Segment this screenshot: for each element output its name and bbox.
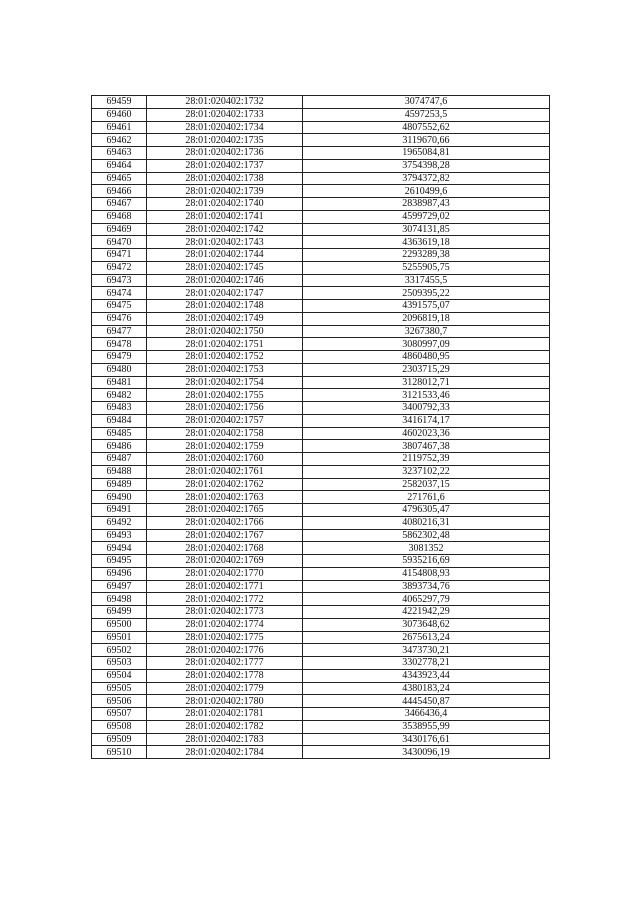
- cadastral-number-cell: 28:01:020402:1765: [147, 504, 303, 517]
- table-row: [92, 555, 550, 568]
- value-cell: 4599729,02: [303, 210, 550, 223]
- row-number-cell: 69488: [92, 465, 147, 478]
- value-cell: 2582037,15: [303, 478, 550, 491]
- row-number-cell: 69477: [92, 325, 147, 338]
- table-row: [92, 682, 550, 695]
- table-row: [92, 618, 550, 631]
- table-row: [92, 427, 550, 440]
- cadastral-number-cell: 28:01:020402:1736: [147, 147, 303, 160]
- row-number-cell: 69470: [92, 236, 147, 249]
- value-cell: 3754398,28: [303, 159, 550, 172]
- cadastral-number-cell: 28:01:020402:1758: [147, 427, 303, 440]
- table-row: [92, 402, 550, 415]
- table-row: [92, 465, 550, 478]
- table-row: [92, 210, 550, 223]
- cadastral-number-cell: 28:01:020402:1761: [147, 465, 303, 478]
- cadastral-number-cell: 28:01:020402:1743: [147, 236, 303, 249]
- cadastral-number-cell: 28:01:020402:1766: [147, 516, 303, 529]
- row-number-cell: 69459: [92, 96, 147, 109]
- cadastral-number-cell: 28:01:020402:1751: [147, 338, 303, 351]
- cadastral-number-cell: 28:01:020402:1738: [147, 172, 303, 185]
- value-cell: 3400792,33: [303, 402, 550, 415]
- row-number-cell: 69479: [92, 351, 147, 364]
- row-number-cell: 69501: [92, 631, 147, 644]
- table-row: [92, 669, 550, 682]
- cadastral-number-cell: 28:01:020402:1783: [147, 733, 303, 746]
- row-number-cell: 69461: [92, 121, 147, 134]
- value-cell: 4154808,93: [303, 567, 550, 580]
- cadastral-number-cell: 28:01:020402:1759: [147, 440, 303, 453]
- cadastral-number-cell: 28:01:020402:1779: [147, 682, 303, 695]
- row-number-cell: 69483: [92, 402, 147, 415]
- cadastral-number-cell: 28:01:020402:1770: [147, 567, 303, 580]
- value-cell: 4597253,5: [303, 108, 550, 121]
- row-number-cell: 69499: [92, 606, 147, 619]
- value-cell: 3119670,66: [303, 134, 550, 147]
- value-cell: 2838987,43: [303, 198, 550, 211]
- cadastral-number-cell: 28:01:020402:1742: [147, 223, 303, 236]
- cadastral-number-cell: 28:01:020402:1775: [147, 631, 303, 644]
- value-cell: 2119752,39: [303, 453, 550, 466]
- value-cell: 4343923,44: [303, 669, 550, 682]
- row-number-cell: 69463: [92, 147, 147, 160]
- value-cell: 2675613,24: [303, 631, 550, 644]
- row-number-cell: 69496: [92, 567, 147, 580]
- value-cell: 271761,6: [303, 491, 550, 504]
- row-number-cell: 69475: [92, 300, 147, 313]
- cadastral-number-cell: 28:01:020402:1746: [147, 274, 303, 287]
- cadastral-number-cell: 28:01:020402:1777: [147, 657, 303, 670]
- table-row: [92, 134, 550, 147]
- table-row: [92, 185, 550, 198]
- table-row: [92, 389, 550, 402]
- value-cell: 3080997,09: [303, 338, 550, 351]
- cadastral-number-cell: 28:01:020402:1733: [147, 108, 303, 121]
- table-row: [92, 593, 550, 606]
- cadastral-number-cell: 28:01:020402:1744: [147, 249, 303, 262]
- table-row: [92, 159, 550, 172]
- value-cell: 3317455,5: [303, 274, 550, 287]
- row-number-cell: 69490: [92, 491, 147, 504]
- table-row: [92, 440, 550, 453]
- table-row: [92, 363, 550, 376]
- row-number-cell: 69464: [92, 159, 147, 172]
- cadastral-number-cell: 28:01:020402:1771: [147, 580, 303, 593]
- row-number-cell: 69468: [92, 210, 147, 223]
- value-cell: 4391575,07: [303, 300, 550, 313]
- row-number-cell: 69465: [92, 172, 147, 185]
- value-cell: 3267380,7: [303, 325, 550, 338]
- table-row: [92, 746, 550, 759]
- value-cell: 4363619,18: [303, 236, 550, 249]
- cadastral-number-cell: 28:01:020402:1768: [147, 542, 303, 555]
- row-number-cell: 69495: [92, 555, 147, 568]
- value-cell: 4080216,31: [303, 516, 550, 529]
- table-row: [92, 695, 550, 708]
- value-cell: 4221942,29: [303, 606, 550, 619]
- table-row: [92, 657, 550, 670]
- cadastral-number-cell: 28:01:020402:1757: [147, 414, 303, 427]
- cadastral-number-cell: 28:01:020402:1749: [147, 312, 303, 325]
- row-number-cell: 69474: [92, 287, 147, 300]
- table-row: [92, 720, 550, 733]
- table-row: [92, 274, 550, 287]
- row-number-cell: 69493: [92, 529, 147, 542]
- table-row: [92, 249, 550, 262]
- row-number-cell: 69480: [92, 363, 147, 376]
- cadastral-number-cell: 28:01:020402:1763: [147, 491, 303, 504]
- cadastral-number-cell: 28:01:020402:1753: [147, 363, 303, 376]
- table-row: [92, 529, 550, 542]
- row-number-cell: 69466: [92, 185, 147, 198]
- cadastral-number-cell: 28:01:020402:1784: [147, 746, 303, 759]
- cadastral-number-cell: 28:01:020402:1760: [147, 453, 303, 466]
- row-number-cell: 69484: [92, 414, 147, 427]
- row-number-cell: 69507: [92, 708, 147, 721]
- table-row: [92, 414, 550, 427]
- row-number-cell: 69491: [92, 504, 147, 517]
- value-cell: 3121533,46: [303, 389, 550, 402]
- table-row: [92, 504, 550, 517]
- table-row: [92, 312, 550, 325]
- row-number-cell: 69508: [92, 720, 147, 733]
- cadastral-number-cell: 28:01:020402:1752: [147, 351, 303, 364]
- cadastral-number-cell: 28:01:020402:1732: [147, 96, 303, 109]
- value-cell: 4602023,36: [303, 427, 550, 440]
- value-cell: 3538955,99: [303, 720, 550, 733]
- cadastral-number-cell: 28:01:020402:1782: [147, 720, 303, 733]
- value-cell: 3807467,38: [303, 440, 550, 453]
- value-cell: 3302778,21: [303, 657, 550, 670]
- cadastral-number-cell: 28:01:020402:1737: [147, 159, 303, 172]
- cadastral-number-cell: 28:01:020402:1748: [147, 300, 303, 313]
- table-row: [92, 325, 550, 338]
- row-number-cell: 69497: [92, 580, 147, 593]
- cadastral-number-cell: 28:01:020402:1755: [147, 389, 303, 402]
- value-cell: 3430176,61: [303, 733, 550, 746]
- value-cell: 3416174,17: [303, 414, 550, 427]
- row-number-cell: 69500: [92, 618, 147, 631]
- row-number-cell: 69473: [92, 274, 147, 287]
- row-number-cell: 69486: [92, 440, 147, 453]
- value-cell: 2509395,22: [303, 287, 550, 300]
- table-row: [92, 172, 550, 185]
- cadastral-number-cell: 28:01:020402:1780: [147, 695, 303, 708]
- value-cell: 3073648,62: [303, 618, 550, 631]
- value-cell: 3237102,22: [303, 465, 550, 478]
- cadastral-number-cell: 28:01:020402:1774: [147, 618, 303, 631]
- cadastral-number-cell: 28:01:020402:1754: [147, 376, 303, 389]
- cadastral-number-cell: 28:01:020402:1762: [147, 478, 303, 491]
- table-row: [92, 121, 550, 134]
- value-cell: 4796305,47: [303, 504, 550, 517]
- row-number-cell: 69506: [92, 695, 147, 708]
- table-row: [92, 644, 550, 657]
- row-number-cell: 69462: [92, 134, 147, 147]
- table-row: [92, 453, 550, 466]
- row-number-cell: 69498: [92, 593, 147, 606]
- row-number-cell: 69472: [92, 261, 147, 274]
- row-number-cell: 69505: [92, 682, 147, 695]
- row-number-cell: 69476: [92, 312, 147, 325]
- table-row: [92, 542, 550, 555]
- cadastral-number-cell: 28:01:020402:1778: [147, 669, 303, 682]
- table-row: [92, 491, 550, 504]
- table-row: [92, 631, 550, 644]
- row-number-cell: 69471: [92, 249, 147, 262]
- cadastral-number-cell: 28:01:020402:1735: [147, 134, 303, 147]
- row-number-cell: 69460: [92, 108, 147, 121]
- value-cell: 3794372,82: [303, 172, 550, 185]
- row-number-cell: 69469: [92, 223, 147, 236]
- value-cell: 4445450,87: [303, 695, 550, 708]
- value-cell: 2096819,18: [303, 312, 550, 325]
- value-cell: 2610499,6: [303, 185, 550, 198]
- row-number-cell: 69481: [92, 376, 147, 389]
- row-number-cell: 69503: [92, 657, 147, 670]
- value-cell: 2293289,38: [303, 249, 550, 262]
- cadastral-number-cell: 28:01:020402:1781: [147, 708, 303, 721]
- value-cell: 5935216,69: [303, 555, 550, 568]
- cadastral-number-cell: 28:01:020402:1772: [147, 593, 303, 606]
- table-row: [92, 147, 550, 160]
- row-number-cell: 69478: [92, 338, 147, 351]
- row-number-cell: 69502: [92, 644, 147, 657]
- cadastral-number-cell: 28:01:020402:1756: [147, 402, 303, 415]
- value-cell: 4807552,62: [303, 121, 550, 134]
- table-body: [92, 96, 550, 759]
- cadastral-number-cell: 28:01:020402:1773: [147, 606, 303, 619]
- value-cell: 3473730,21: [303, 644, 550, 657]
- value-cell: 3466436,4: [303, 708, 550, 721]
- cadastral-number-cell: 28:01:020402:1776: [147, 644, 303, 657]
- value-cell: 3128012,71: [303, 376, 550, 389]
- value-cell: 1965084,81: [303, 147, 550, 160]
- value-cell: 2303715,29: [303, 363, 550, 376]
- row-number-cell: 69510: [92, 746, 147, 759]
- row-number-cell: 69487: [92, 453, 147, 466]
- table-row: [92, 580, 550, 593]
- row-number-cell: 69467: [92, 198, 147, 211]
- table-row: [92, 338, 550, 351]
- table-row: [92, 236, 550, 249]
- table-row: [92, 478, 550, 491]
- row-number-cell: 69509: [92, 733, 147, 746]
- value-cell: 3893734,76: [303, 580, 550, 593]
- table-row: [92, 108, 550, 121]
- table-row: [92, 351, 550, 364]
- cadastral-number-cell: 28:01:020402:1750: [147, 325, 303, 338]
- table-row: [92, 287, 550, 300]
- row-number-cell: 69482: [92, 389, 147, 402]
- cadastral-number-cell: 28:01:020402:1769: [147, 555, 303, 568]
- cadastral-number-cell: 28:01:020402:1740: [147, 198, 303, 211]
- value-cell: 3430096,19: [303, 746, 550, 759]
- table-row: [92, 300, 550, 313]
- table-row: [92, 223, 550, 236]
- value-cell: 3081352: [303, 542, 550, 555]
- row-number-cell: 69504: [92, 669, 147, 682]
- table-row: [92, 96, 550, 109]
- table-row: [92, 261, 550, 274]
- table-row: [92, 516, 550, 529]
- cadastral-number-cell: 28:01:020402:1767: [147, 529, 303, 542]
- table-row: [92, 567, 550, 580]
- cadastral-number-cell: 28:01:020402:1741: [147, 210, 303, 223]
- value-cell: 4860480,95: [303, 351, 550, 364]
- row-number-cell: 69494: [92, 542, 147, 555]
- row-number-cell: 69485: [92, 427, 147, 440]
- value-cell: 4380183,24: [303, 682, 550, 695]
- value-cell: 3074131,85: [303, 223, 550, 236]
- cadastral-number-cell: 28:01:020402:1739: [147, 185, 303, 198]
- table-row: [92, 376, 550, 389]
- row-number-cell: 69492: [92, 516, 147, 529]
- table-row: [92, 606, 550, 619]
- table-row: [92, 708, 550, 721]
- row-number-cell: 69489: [92, 478, 147, 491]
- value-cell: 3074747,6: [303, 96, 550, 109]
- cadastral-value-table: [91, 95, 550, 759]
- value-cell: 5862302,48: [303, 529, 550, 542]
- value-cell: 4065297,79: [303, 593, 550, 606]
- cadastral-number-cell: 28:01:020402:1745: [147, 261, 303, 274]
- table-row: [92, 733, 550, 746]
- table-row: [92, 198, 550, 211]
- cadastral-number-cell: 28:01:020402:1734: [147, 121, 303, 134]
- cadastral-number-cell: 28:01:020402:1747: [147, 287, 303, 300]
- value-cell: 5255905,75: [303, 261, 550, 274]
